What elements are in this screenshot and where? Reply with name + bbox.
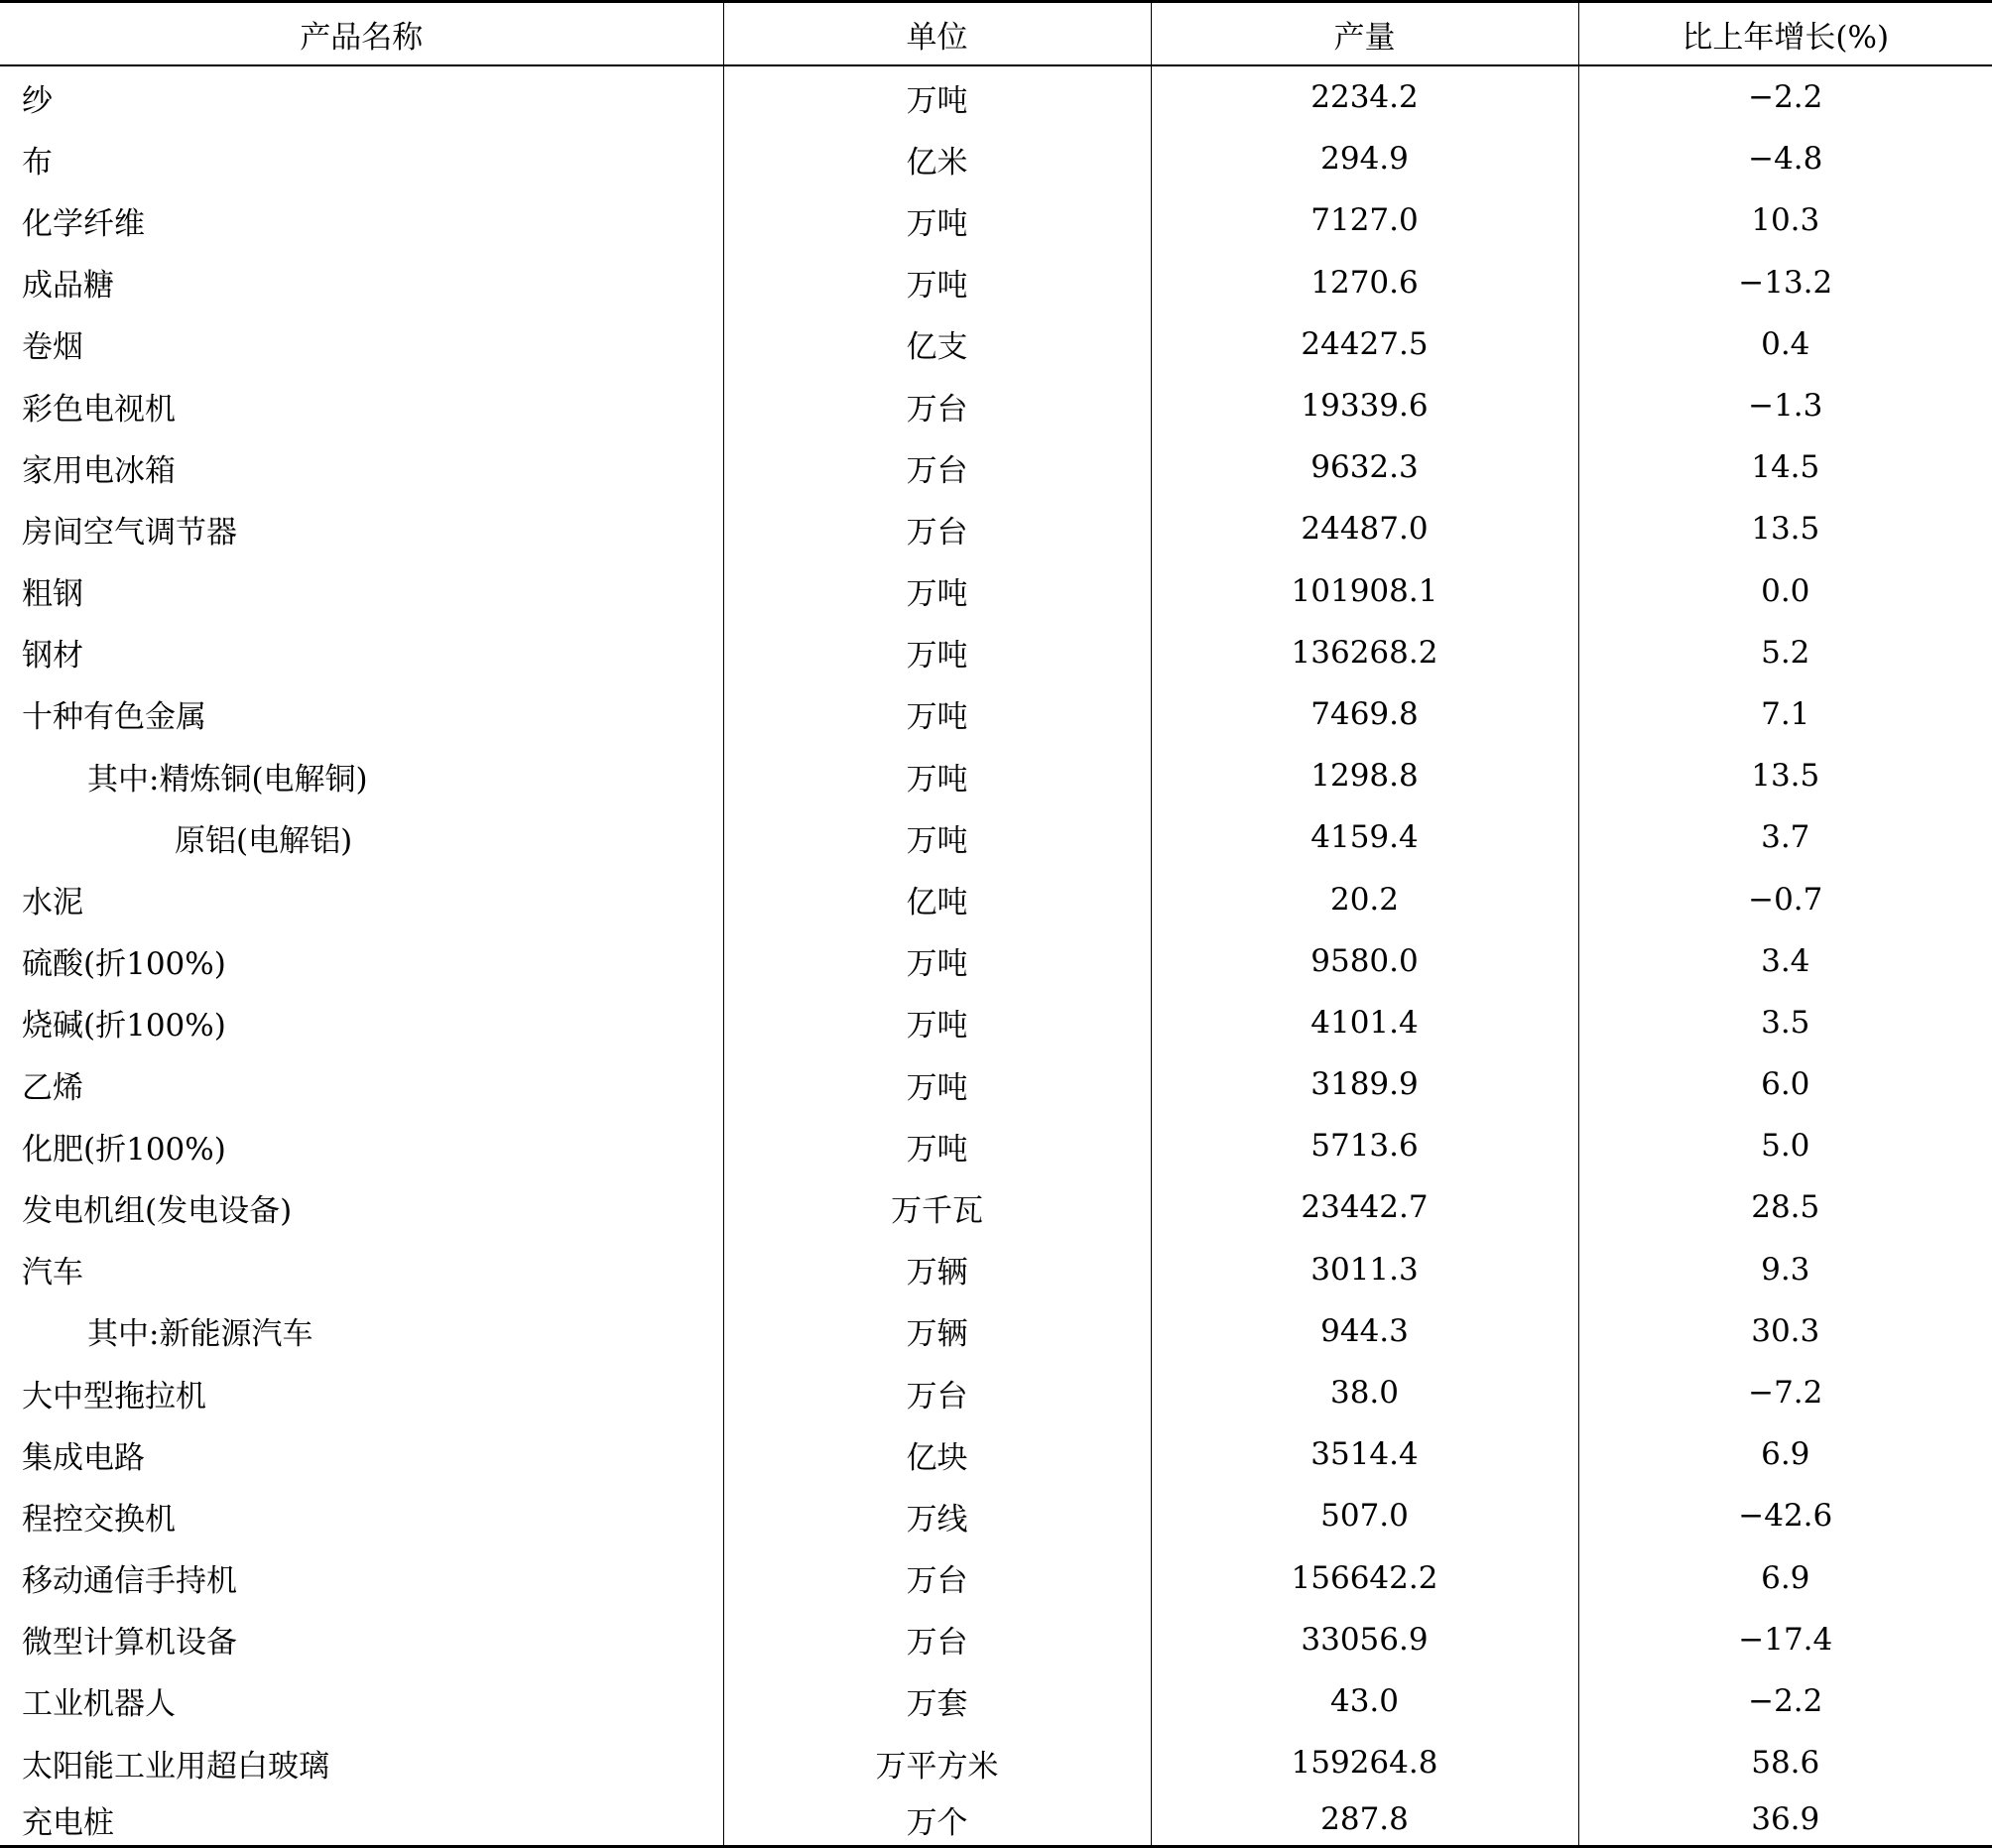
- table-row: [0, 930, 1992, 992]
- table-row: [0, 622, 1992, 683]
- output-cell: 136268.2: [1151, 622, 1578, 683]
- growth-cell: 28.5: [1578, 1176, 1992, 1238]
- table-row: [0, 436, 1992, 498]
- product-name-cell: 大中型拖拉机: [22, 1378, 206, 1415]
- product-name-cell: 集成电路: [22, 1439, 145, 1476]
- output-cell: 4101.4: [1151, 992, 1578, 1053]
- growth-cell: 13.5: [1578, 745, 1992, 806]
- unit-cell: 万吨: [723, 1053, 1151, 1115]
- table-row: [0, 1362, 1992, 1423]
- product-name-cell: 微型计算机设备: [22, 1625, 237, 1662]
- table-row: [0, 1485, 1992, 1546]
- unit-cell: 万个: [723, 1793, 1151, 1847]
- table-header: [0, 2, 1992, 66]
- output-cell: 19339.6: [1151, 375, 1578, 436]
- table-row: [0, 1547, 1992, 1609]
- unit-cell: 万吨: [723, 65, 1151, 128]
- unit-cell: 万吨: [723, 1115, 1151, 1176]
- output-cell: 944.3: [1151, 1300, 1578, 1362]
- table-body: [0, 65, 1992, 1847]
- unit-cell: 亿吨: [723, 868, 1151, 929]
- product-name-cell: 家用电冰箱: [22, 452, 176, 489]
- output-cell: 24487.0: [1151, 498, 1578, 559]
- growth-cell: 3.7: [1578, 806, 1992, 868]
- table-row: [0, 1300, 1992, 1362]
- unit-cell: 万吨: [723, 252, 1151, 313]
- output-cell: 3011.3: [1151, 1239, 1578, 1300]
- table-row: [0, 189, 1992, 251]
- growth-cell: 10.3: [1578, 189, 1992, 251]
- growth-cell: −4.8: [1578, 128, 1992, 189]
- unit-cell: 万辆: [723, 1239, 1151, 1300]
- table-row: [0, 868, 1992, 929]
- output-cell: 24427.5: [1151, 313, 1578, 375]
- growth-cell: 30.3: [1578, 1300, 1992, 1362]
- product-name-cell: 化学纤维: [22, 205, 145, 242]
- table-row: [0, 1609, 1992, 1670]
- unit-cell: 万吨: [723, 622, 1151, 683]
- unit-cell: 万吨: [723, 930, 1151, 992]
- growth-cell: −42.6: [1578, 1485, 1992, 1546]
- output-cell: 3189.9: [1151, 1053, 1578, 1115]
- table-row: [0, 65, 1992, 128]
- product-name-cell: 移动通信手持机: [22, 1563, 237, 1600]
- output-cell: 294.9: [1151, 128, 1578, 189]
- growth-cell: −7.2: [1578, 1362, 1992, 1423]
- product-name-cell: 程控交换机: [22, 1501, 176, 1538]
- growth-cell: 9.3: [1578, 1239, 1992, 1300]
- product-name-cell: 纱: [22, 82, 53, 119]
- unit-cell: 万吨: [723, 745, 1151, 806]
- table-row: [0, 498, 1992, 559]
- product-name-cell: 其中:精炼铜(电解铜): [87, 761, 368, 798]
- growth-cell: 0.0: [1578, 560, 1992, 622]
- table-row: [0, 1176, 1992, 1238]
- growth-cell: 6.0: [1578, 1053, 1992, 1115]
- product-name-cell: 烧碱(折100%): [22, 1008, 226, 1045]
- growth-cell: 14.5: [1578, 436, 1992, 498]
- table-row: [0, 1732, 1992, 1793]
- table-row: [0, 313, 1992, 375]
- unit-cell: 亿米: [723, 128, 1151, 189]
- table-row: [0, 375, 1992, 436]
- growth-cell: −0.7: [1578, 868, 1992, 929]
- output-cell: 159264.8: [1151, 1732, 1578, 1793]
- unit-cell: 万吨: [723, 683, 1151, 745]
- table-row: [0, 1670, 1992, 1732]
- table-row: [0, 806, 1992, 868]
- unit-cell: 万套: [723, 1670, 1151, 1732]
- unit-cell: 万吨: [723, 189, 1151, 251]
- product-name-cell: 粗钢: [22, 576, 83, 613]
- product-name-cell: 充电桩: [0, 1793, 723, 1847]
- output-cell: 1298.8: [1151, 745, 1578, 806]
- output-cell: 3514.4: [1151, 1423, 1578, 1485]
- growth-cell: −2.2: [1578, 65, 1992, 128]
- table-row: [0, 992, 1992, 1053]
- unit-cell: 万平方米: [723, 1732, 1151, 1793]
- output-cell: 156642.2: [1151, 1547, 1578, 1609]
- product-name-cell: 原铝(电解铝): [175, 822, 353, 859]
- header-output: 产量: [1151, 2, 1578, 66]
- output-cell: 7469.8: [1151, 683, 1578, 745]
- growth-cell: 13.5: [1578, 498, 1992, 559]
- unit-cell: 万台: [723, 1362, 1151, 1423]
- product-name-cell: 其中:新能源汽车: [87, 1316, 313, 1353]
- growth-cell: 6.9: [1578, 1547, 1992, 1609]
- output-cell: 1270.6: [1151, 252, 1578, 313]
- product-name-cell: 水泥: [22, 885, 83, 922]
- product-name-cell: 钢材: [22, 638, 83, 675]
- output-cell: 287.8: [1151, 1793, 1578, 1847]
- unit-cell: 万辆: [723, 1300, 1151, 1362]
- growth-cell: −17.4: [1578, 1609, 1992, 1670]
- unit-cell: 万台: [723, 498, 1151, 559]
- growth-cell: 7.1: [1578, 683, 1992, 745]
- product-name-cell: 硫酸(折100%): [22, 946, 226, 983]
- product-name-cell: 彩色电视机: [22, 391, 176, 428]
- growth-cell: 0.4: [1578, 313, 1992, 375]
- growth-cell: 3.4: [1578, 930, 1992, 992]
- table-row: [0, 1793, 1992, 1847]
- unit-cell: 万台: [723, 1547, 1151, 1609]
- product-name-cell: 化肥(折100%): [22, 1131, 226, 1168]
- product-name-cell: 乙烯: [22, 1069, 83, 1106]
- output-cell: 5713.6: [1151, 1115, 1578, 1176]
- unit-cell: 万吨: [723, 806, 1151, 868]
- table-row: [0, 1115, 1992, 1176]
- output-cell: 33056.9: [1151, 1609, 1578, 1670]
- unit-cell: 万台: [723, 436, 1151, 498]
- output-cell: 2234.2: [1151, 65, 1578, 128]
- growth-cell: 5.0: [1578, 1115, 1992, 1176]
- growth-cell: −2.2: [1578, 1670, 1992, 1732]
- unit-cell: 亿支: [723, 313, 1151, 375]
- growth-cell: −13.2: [1578, 252, 1992, 313]
- output-cell: 20.2: [1151, 868, 1578, 929]
- unit-cell: 万吨: [723, 992, 1151, 1053]
- unit-cell: 万吨: [723, 560, 1151, 622]
- unit-cell: 万台: [723, 1609, 1151, 1670]
- output-cell: 9580.0: [1151, 930, 1578, 992]
- product-name-cell: 工业机器人: [22, 1686, 176, 1723]
- header-row: [0, 2, 1992, 66]
- product-name-cell: 成品糖: [22, 268, 114, 305]
- product-name-cell: 卷烟: [22, 329, 83, 366]
- output-cell: 7127.0: [1151, 189, 1578, 251]
- unit-cell: 万台: [723, 375, 1151, 436]
- product-name-cell: 汽车: [22, 1255, 83, 1292]
- table-row: [0, 1053, 1992, 1115]
- output-cell: 43.0: [1151, 1670, 1578, 1732]
- growth-cell: 5.2: [1578, 622, 1992, 683]
- header-product-name: 产品名称: [0, 2, 723, 66]
- product-name-cell: 发电机组(发电设备): [22, 1192, 293, 1229]
- product-name-cell: 布: [22, 144, 53, 181]
- output-cell: 38.0: [1151, 1362, 1578, 1423]
- product-name-cell: 太阳能工业用超白玻璃: [22, 1748, 329, 1785]
- output-cell: 9632.3: [1151, 436, 1578, 498]
- growth-cell: 58.6: [1578, 1732, 1992, 1793]
- header-unit: 单位: [723, 2, 1151, 66]
- table-row: [0, 1423, 1992, 1485]
- table-row: [0, 252, 1992, 313]
- header-growth: 比上年增长(%): [1578, 2, 1992, 66]
- product-name-cell: 十种有色金属: [22, 699, 206, 736]
- table-row: [0, 683, 1992, 745]
- output-cell: 23442.7: [1151, 1176, 1578, 1238]
- table-row: [0, 745, 1992, 806]
- table-row: [0, 128, 1992, 189]
- unit-cell: 亿块: [723, 1423, 1151, 1485]
- unit-cell: 万线: [723, 1485, 1151, 1546]
- growth-cell: 3.5: [1578, 992, 1992, 1053]
- growth-cell: 6.9: [1578, 1423, 1992, 1485]
- unit-cell: 万千瓦: [723, 1176, 1151, 1238]
- table-row: [0, 560, 1992, 622]
- output-cell: 4159.4: [1151, 806, 1578, 868]
- output-cell: 101908.1: [1151, 560, 1578, 622]
- growth-cell: 36.9: [1578, 1793, 1992, 1847]
- table-row: [0, 1239, 1992, 1300]
- product-name-cell: 房间空气调节器: [22, 514, 237, 551]
- output-cell: 507.0: [1151, 1485, 1578, 1546]
- growth-cell: −1.3: [1578, 375, 1992, 436]
